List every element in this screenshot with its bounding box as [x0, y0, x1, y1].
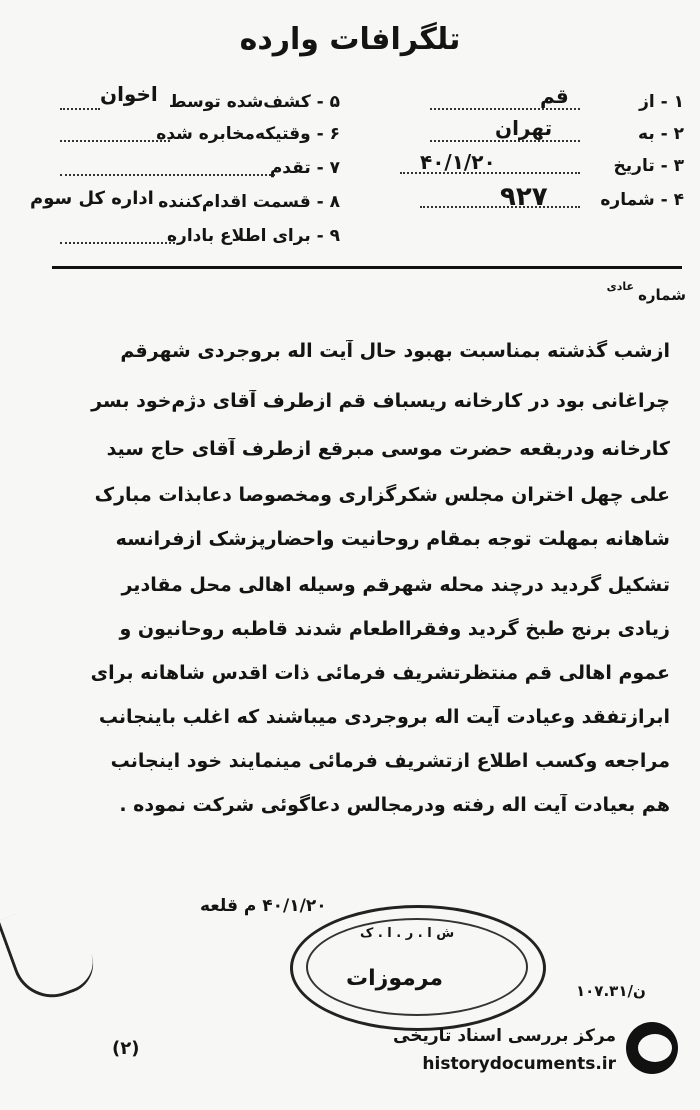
document-title: تلگرافات وارده [239, 22, 461, 57]
body-line-5: شاهانه بمهلت توجه بمقام روحانیت واحضارپزشک ازفرانسه [115, 528, 670, 550]
field-from-dots [430, 108, 580, 110]
archive-logo-name: مرکز بررسی اسناد تاریخی [393, 1026, 616, 1046]
margin-note: (۲) [112, 1038, 140, 1059]
body-line-11: هم بعیادت آیت اله رفته ودرمجالس دعاگوئی شرکت نموده . [119, 794, 670, 816]
field-decoded-label: ۵ - کشف‌شده توسط [168, 92, 340, 112]
field-decoded-dots [60, 108, 100, 110]
archive-logo-url: historydocuments.ir [422, 1054, 616, 1074]
body-line-9: ابرازتفقد وعیادت آیت اله بروجردی میباشند که اغلب باینجانب [98, 706, 670, 728]
field-date-value: ۴۰/۱/۲۰ [420, 150, 496, 174]
stamp-top-text: ش ا . ر . ا . ک [360, 926, 455, 941]
field-number-value: ۹۲۷ [500, 182, 548, 212]
header-divider [52, 266, 682, 269]
field-to-dots [430, 140, 580, 142]
field-transmitted-label: ۶ - وقتیکه‌مخابره شده [156, 124, 340, 144]
reference-number: ن/۱۰۷.۳۱ [576, 982, 646, 1000]
body-line-10: مراجعه وکسب اطلاع ازتشریف فرمائی مینمایند خود اینجانب [110, 750, 670, 772]
archive-logo-icon [626, 1022, 678, 1074]
field-number-label: ۴ - شماره [600, 190, 684, 210]
shomare-label: شماره [638, 286, 686, 304]
field-info-label: ۹ - برای اطلاع باداره [167, 226, 340, 246]
shomare-stub: عادی [606, 280, 634, 293]
handwritten-signature [0, 894, 102, 1008]
footer-date-line: ۴۰/۱/۲۰ م قلعه [200, 896, 327, 916]
field-priority-dots [60, 174, 275, 176]
field-from-value: قم [540, 84, 569, 108]
field-info-dots [60, 242, 175, 244]
field-action-dept-label: ۸ - قسمت اقدام‌کننده [158, 192, 340, 212]
field-from-label: ۱ - از [639, 92, 684, 112]
body-line-4: علی چهل اختران مجلس شکرگزاری ومخصوصا دعابذات مبارک [94, 484, 670, 506]
body-line-8: عموم اهالی قم منتظرتشریف فرمائی ذات اقدس شاهانه برای [90, 662, 670, 684]
field-to-value: تهران [495, 116, 553, 140]
body-line-2: چراغانی بود در کارخانه ریسباف قم ازطرف آقای دژم‌خود بسر [91, 390, 670, 412]
stamp-bottom-text: مرموزات [346, 966, 444, 991]
field-priority-label: ۷ - تقدم [269, 158, 340, 178]
body-line-1: ازشب گذشته بمناسبت بهبود حال آیت اله بروجردی شهرقم [120, 340, 670, 362]
body-line-7: زیادی برنج طبخ گردید وفقرااطعام شدند قاطبه روحانیون و [119, 618, 670, 640]
field-to-label: ۲ - به [638, 124, 684, 144]
archive-logo [393, 1014, 686, 1094]
body-line-6: تشکیل گردید درچند محله شهرقم وسیله اهالی محل مقادیر [121, 574, 670, 596]
field-decoded-value: اخوان [100, 82, 158, 106]
field-transmitted-dots [60, 140, 170, 142]
field-date-label: ۳ - تاریخ [613, 156, 684, 176]
body-line-3: کارخانه ودربقعه حضرت موسی مبرقع ازطرف آقای حاج سید [106, 438, 670, 460]
field-action-dept-value: اداره کل سوم [30, 188, 154, 209]
